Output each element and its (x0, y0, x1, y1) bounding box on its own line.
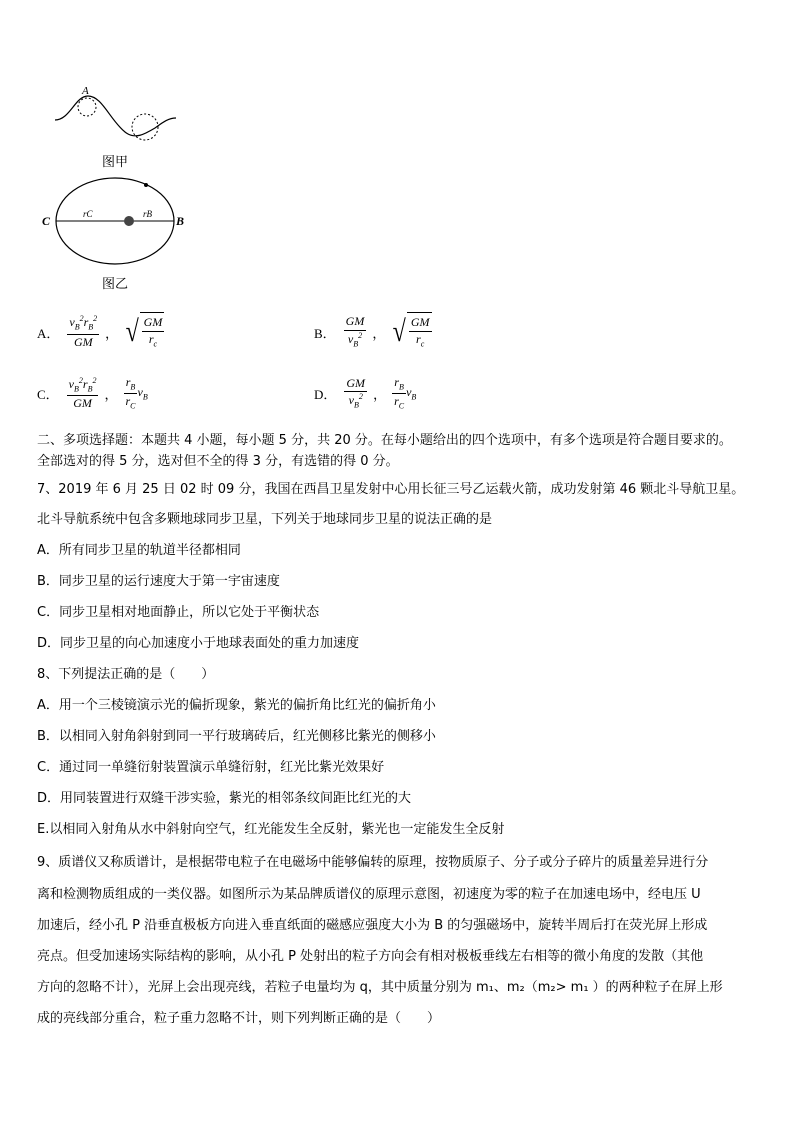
q7-option-b: B．同步卫星的运行速度大于第一宇宙速度 (37, 574, 280, 589)
numerator: $v_B^2r_B^2$ (67, 315, 99, 334)
q9-line4: 亮点。但受加速场实际结构的影响，从小孔 P 处射出的粒子方向会有相对极板垂线左右相等的微小角度的发散（其他 (37, 949, 704, 964)
q9-line6: 成的亮线部分重合，粒子重力忽略不计，则下列判断正确的是（ ） (37, 1011, 441, 1026)
denominator: GM (73, 396, 92, 411)
numerator: $r_B$ (392, 376, 406, 394)
fraction (344, 377, 367, 410)
option-letter: D． (314, 387, 337, 403)
label-rc: rC (83, 209, 93, 219)
sqrt-expr: √ $\frac{GM}{r_c}$ (391, 312, 431, 352)
separator: ， (104, 388, 118, 404)
q8-option-a: A．用一个三棱镜演示光的偏折现象，紫光的偏折角比红光的偏折角小 (37, 698, 436, 713)
denominator: GM (73, 334, 93, 349)
q8-stem: 8、下列提法正确的是（ ） (37, 667, 215, 682)
denominator: $v_B^2$ (348, 392, 363, 410)
q7-stem-line2: 北斗导航系统中包含多颗地球同步卫星，下列关于地球同步卫星的说法正确的是 (37, 512, 493, 527)
satellite (144, 183, 148, 187)
option-letter: C． (37, 387, 59, 403)
q8-option-d: D．用同装置进行双缝干涉实验，紫光的相邻条纹间距比红光的大 (37, 791, 412, 806)
q8-option-e: E.以相同入射角从水中斜射向空气，红光能发生全反射，紫光也一定能发生全反射 (37, 822, 505, 837)
figure-a-caption: 图甲 (101, 155, 128, 170)
sqrt-expr: √ $\frac{GM}{r_c}$ (124, 312, 164, 352)
label-b: B (176, 214, 185, 228)
option-6b (314, 312, 432, 352)
q7-option-c: C．同步卫星相对地面静止，所以它处于平衡状态 (37, 605, 320, 620)
orbit-diagram (38, 172, 188, 272)
numerator: GM (344, 377, 367, 392)
fraction-r (123, 376, 137, 411)
separator: ， (373, 388, 387, 404)
option-letter: B． (314, 325, 336, 341)
numerator: $v_B^2r_B^2$ (67, 377, 99, 396)
option-6a (37, 312, 164, 352)
q9-line5: 方向的忽略不计），光屏上会出现亮线，若粒子电量均为 q，其中质量分别为 m₁、m₂（m₂> m₁ ）的两种粒子在屏上形 (37, 980, 723, 995)
sqrt-denominator: $r_c$ (148, 331, 158, 348)
q8-option-b: B．以相同入射角斜射到同一平行玻璃砖后，红光侧移比紫光的侧移小 (37, 729, 436, 744)
section-header-line2: 全部选对的得 5 分，选对但不全的得 3 分，有选错的得 0 分。 (37, 454, 399, 469)
sqrt-numerator: GM (142, 316, 165, 331)
numerator: GM (344, 315, 367, 330)
sqrt-denominator: $r_c$ (416, 331, 425, 348)
fraction (344, 315, 367, 348)
q8-option-c: C．通过同一单缝衍射装置演示单缝衍射，红光比紫光效果好 (37, 760, 385, 775)
fraction-r (392, 376, 406, 411)
wave-diagram (50, 82, 180, 152)
denominator: $r_C$ (394, 394, 405, 411)
q7-option-d: D．同步卫星的向心加速度小于地球表面处的重力加速度 (37, 636, 360, 651)
q7-option-a: A．所有同步卫星的轨道半径都相同 (37, 543, 241, 558)
denominator: $v_B^2$ (347, 330, 363, 348)
section-header-line1: 二、多项选择题：本题共 4 小题，每小题 5 分，共 20 分。在每小题给出的四个选项中，有多个选项是符合题目要求的。 (37, 433, 732, 448)
wave-curve (55, 96, 176, 136)
label-a: A (82, 85, 89, 97)
option-6d (314, 376, 416, 411)
planet (124, 216, 134, 226)
option-6c (37, 376, 148, 411)
separator: ， (105, 326, 119, 342)
figure-wave (50, 82, 180, 152)
q9-line3: 加速后，经小孔 P 沿垂直极板方向进入垂直纸面的磁感应强度大小为 B 的匀强磁场中，旋转半周后打在荧光屏上形成 (37, 918, 708, 933)
figure-b-caption: 图乙 (101, 277, 128, 292)
separator: ， (372, 326, 386, 342)
velocity: $v_B$ (137, 385, 148, 402)
option-letter: A． (37, 325, 60, 341)
small-dashed-circle (78, 98, 96, 116)
sqrt-numerator: GM (409, 316, 432, 331)
q7-stem-line1: 7、2019 年 6 月 25 日 02 时 09 分，我国在西昌卫星发射中心用长征三号乙运载火箭，成功发射第 46 颗北斗导航卫星。 (37, 482, 745, 497)
figure-orbit (38, 172, 188, 272)
fraction (67, 377, 99, 410)
q9-line1: 9、质谱仪又称质谱计，是根据带电粒子在电磁场中能够偏转的原理，按物质原子、分子或分子碎片的质量差异进行分 (37, 855, 709, 870)
label-rb: rB (143, 209, 152, 219)
denominator: $r_C$ (125, 394, 136, 411)
q9-line2: 离和检测物质组成的一类仪器。如图所示为某品牌质谱仪的原理示意图，初速度为零的粒子在加速电场中，经电压 U (37, 887, 701, 902)
velocity: $v_B$ (406, 385, 417, 402)
fraction (67, 315, 99, 348)
label-c: C (42, 214, 51, 228)
numerator: $r_B$ (124, 376, 138, 394)
